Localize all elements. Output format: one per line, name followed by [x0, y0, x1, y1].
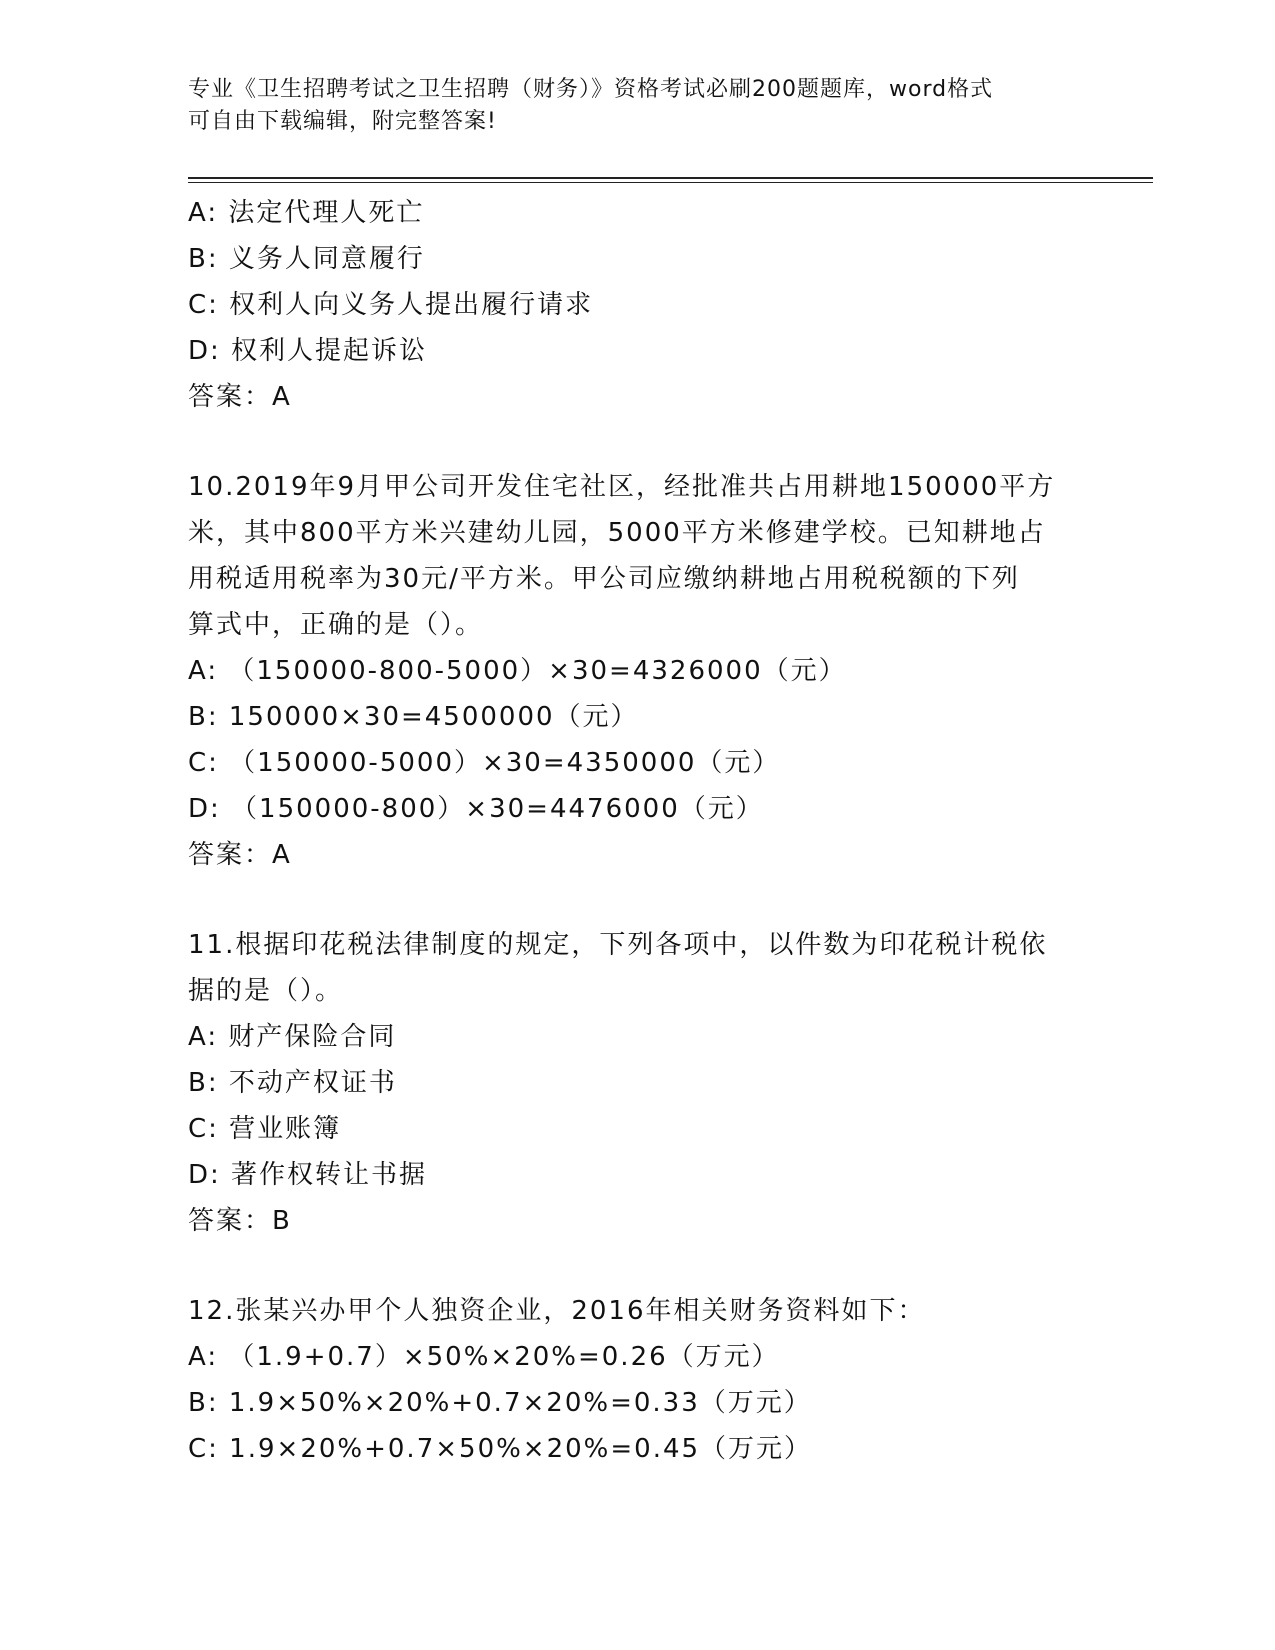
question-11: [188, 922, 1088, 1244]
question-9: [188, 190, 1088, 420]
option-a: A: （1.9+0.7）×50%×20%=0.26（万元）: [188, 1342, 780, 1372]
question-stem-line: 算式中，正确的是（）。: [188, 610, 484, 640]
header-line-1: 专业《卫生招聘考试之卫生招聘（财务）》资格考试必刷200题题库，word格式: [188, 77, 994, 102]
question-spacer: [188, 1244, 1088, 1288]
question-stem-line: 11.根据印花税法律制度的规定，下列各项中，以件数为印花税计税依: [188, 930, 1048, 960]
answer-line: 答案：B: [188, 1206, 292, 1236]
option-a: A: （150000-800-5000）×30=4326000（元）: [188, 656, 847, 686]
option-b: B: 义务人同意履行: [188, 244, 425, 274]
question-stem-line: 用税适用税率为30元/平方米。甲公司应缴纳耕地占用税税额的下列: [188, 564, 1020, 594]
document-header: [188, 74, 1068, 138]
option-c: C: （150000-5000）×30=4350000（元）: [188, 748, 781, 778]
question-stem-line: 12.张某兴办甲个人独资企业，2016年相关财务资料如下：: [188, 1296, 926, 1326]
question-12: [188, 1288, 1088, 1472]
answer-line: 答案：A: [188, 840, 292, 870]
option-d: D: （150000-800）×30=4476000（元）: [188, 794, 764, 824]
header-rule-thin: [188, 182, 1153, 183]
option-b: B: 150000×30=4500000（元）: [188, 702, 639, 732]
option-b: B: 1.9×50%×20%+0.7×20%=0.33（万元）: [188, 1388, 812, 1418]
option-c: C: 营业账簿: [188, 1114, 342, 1144]
option-c: C: 1.9×20%+0.7×50%×20%=0.45（万元）: [188, 1434, 813, 1464]
question-stem-line: 米，其中800平方米兴建幼儿园，5000平方米修建学校。已知耕地占: [188, 518, 1046, 548]
answer-line: 答案：A: [188, 382, 292, 412]
question-list: [188, 190, 1088, 1472]
option-c: C: 权利人向义务人提出履行请求: [188, 290, 594, 320]
option-d: D: 权利人提起诉讼: [188, 336, 428, 366]
question-stem-line: 10.2019年9月甲公司开发住宅社区，经批准共占用耕地150000平方: [188, 472, 1056, 502]
question-spacer: [188, 878, 1088, 922]
option-a: A: 财产保险合同: [188, 1022, 397, 1052]
header-line-2: 可自由下载编辑，附完整答案!: [188, 109, 497, 134]
question-stem-line: 据的是（）。: [188, 976, 344, 1006]
option-b: B: 不动产权证书: [188, 1068, 397, 1098]
question-10: [188, 464, 1088, 878]
question-spacer: [188, 420, 1088, 464]
option-a: A: 法定代理人死亡: [188, 198, 425, 228]
option-d: D: 著作权转让书据: [188, 1160, 428, 1190]
header-rule-thick: [188, 177, 1153, 179]
